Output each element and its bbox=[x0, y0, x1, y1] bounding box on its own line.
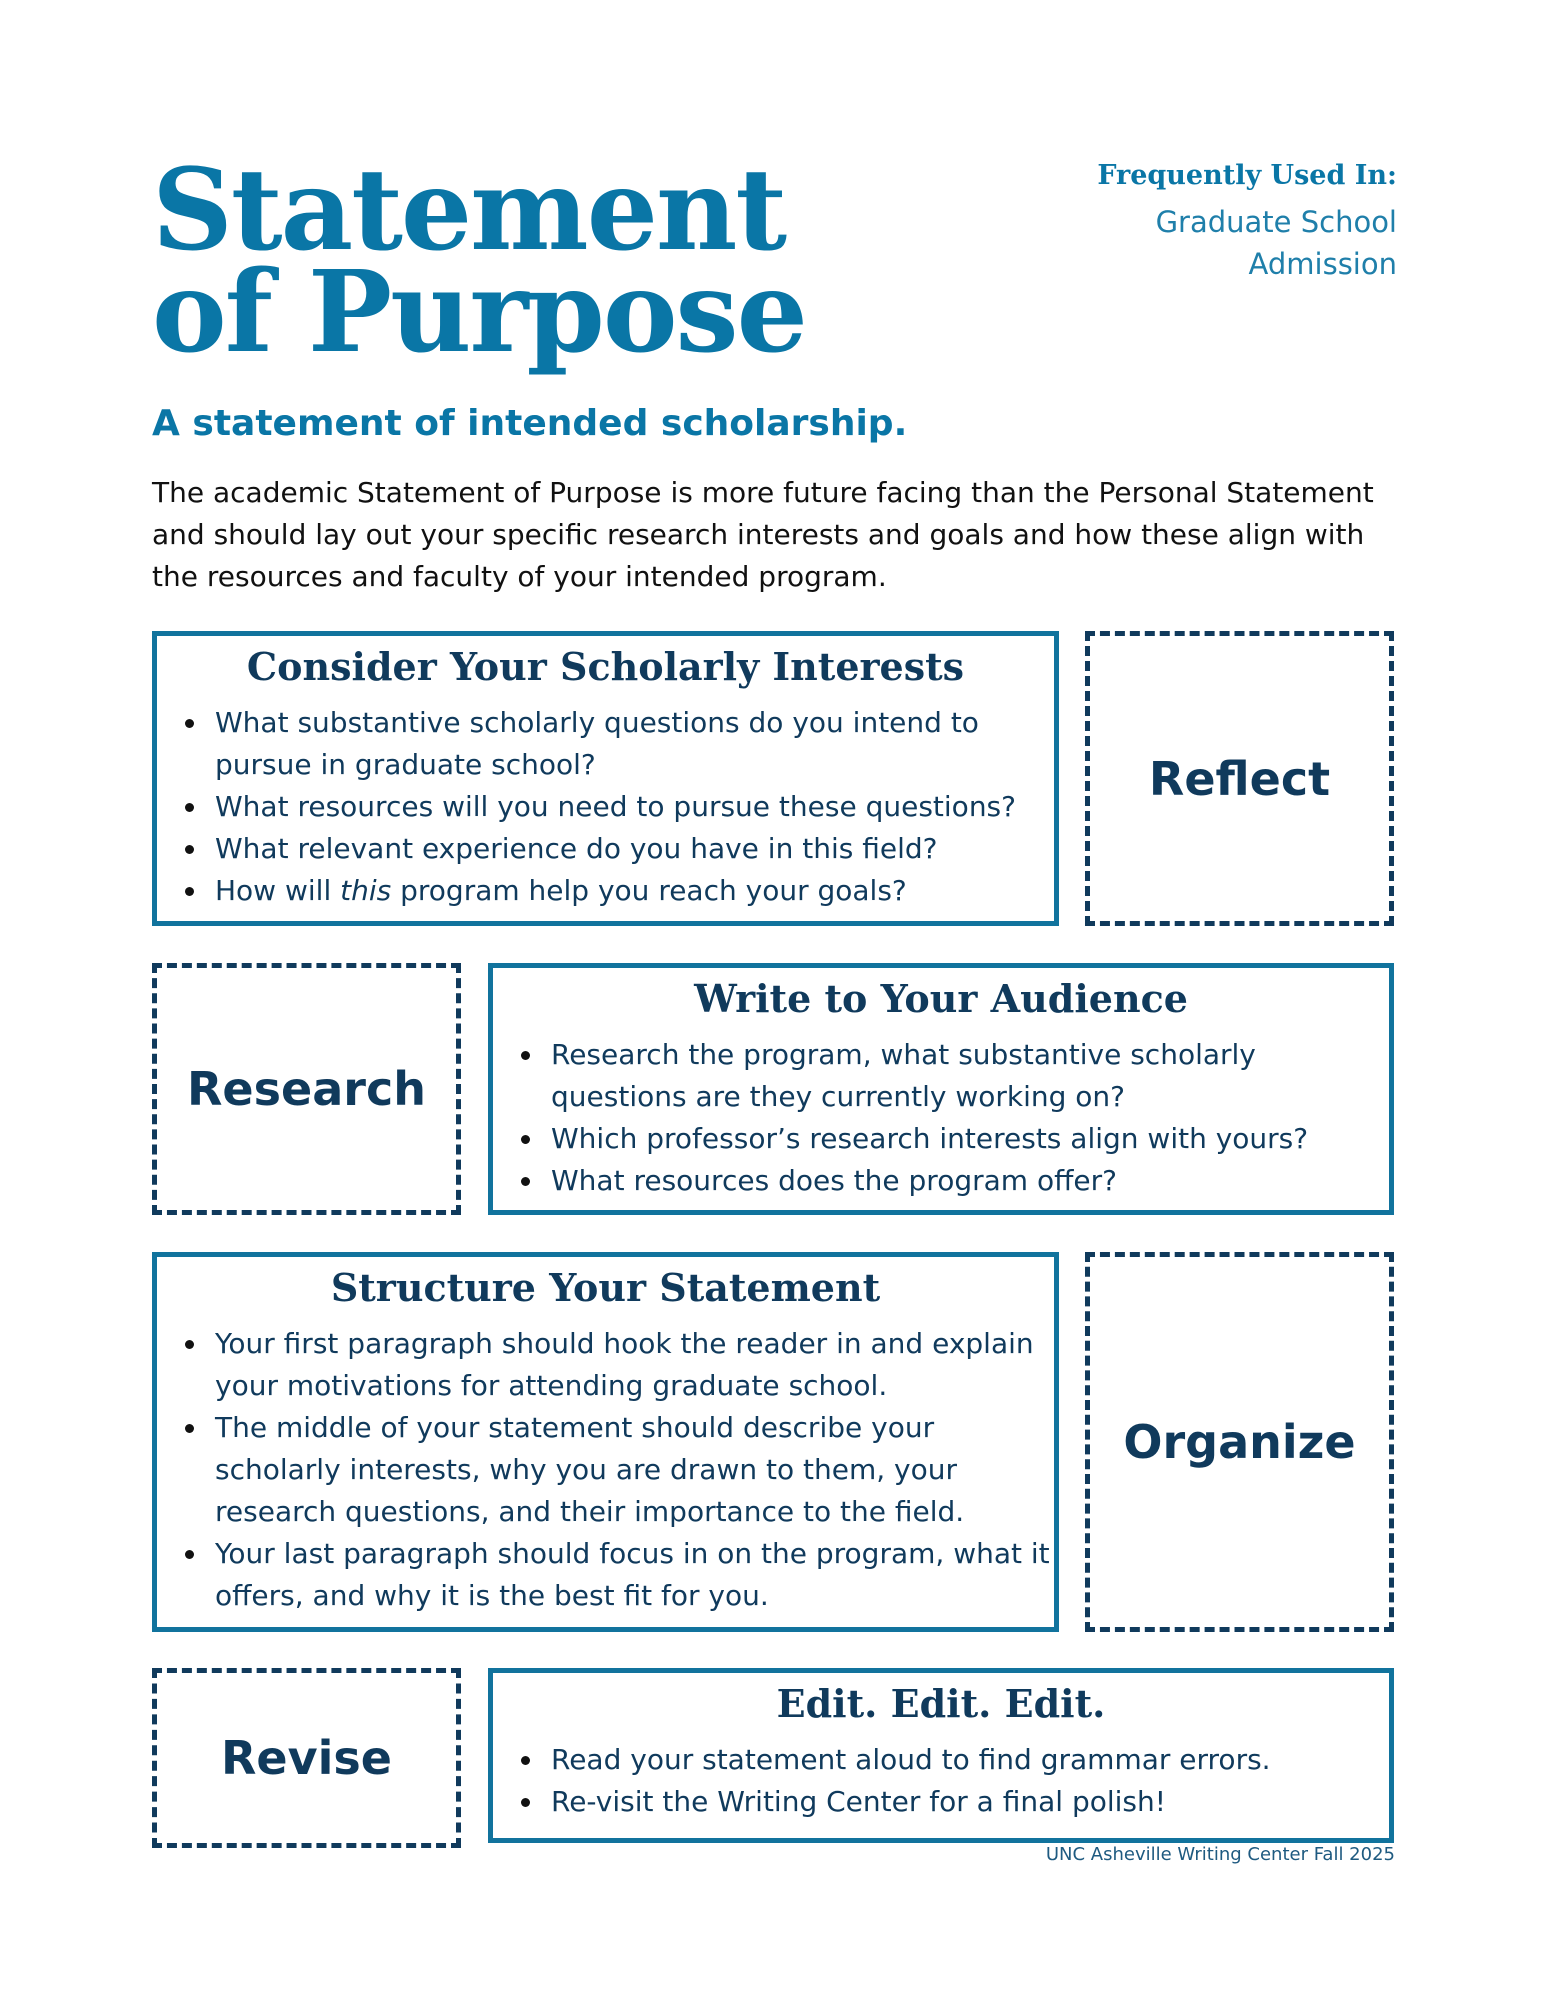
list-item: What substantive scholarly questions do you intend to pursue in graduate school? bbox=[215, 702, 1054, 786]
audience-list bbox=[493, 1034, 1389, 1202]
audience-heading: Write to Your Audience bbox=[694, 976, 1188, 1021]
audience-box bbox=[488, 963, 1394, 1215]
reflect-box bbox=[1085, 631, 1394, 926]
frequently-used-line-1: Graduate School bbox=[1155, 205, 1397, 239]
list-item-text: program help you reach your goals? bbox=[391, 874, 907, 907]
list-item: Read your statement aloud to find grammar errors. bbox=[551, 1739, 1389, 1781]
research-label: Research bbox=[187, 1062, 426, 1116]
list-item-emphasis: this bbox=[340, 874, 392, 907]
structure-heading: Structure Your Statement bbox=[330, 1265, 881, 1310]
frequently-used-heading: Frequently Used In: bbox=[1097, 160, 1397, 191]
list-item: What resources will you need to pursue these questions? bbox=[215, 786, 1054, 828]
revise-box bbox=[152, 1668, 461, 1848]
frequently-used-line-2: Admission bbox=[1248, 247, 1397, 281]
organize-box bbox=[1085, 1252, 1394, 1632]
organize-label: Organize bbox=[1123, 1415, 1356, 1469]
footer-credit: UNC Asheville Writing Center Fall 2025 bbox=[1045, 1844, 1395, 1865]
interests-box bbox=[152, 631, 1059, 926]
list-item: What relevant experience do you have in this field? bbox=[215, 828, 1054, 870]
edit-heading: Edit. Edit. Edit. bbox=[776, 1681, 1106, 1726]
reflect-label: Reflect bbox=[1148, 751, 1331, 806]
list-item: What resources does the program offer? bbox=[551, 1160, 1389, 1202]
list-item: Your first paragraph should hook the reader in and explain your motivations for attending graduate school. bbox=[215, 1323, 1054, 1407]
structure-list bbox=[157, 1323, 1054, 1617]
research-box bbox=[152, 963, 461, 1215]
list-item: The middle of your statement should describe your scholarly interests, why you are drawn to them, your research questions, and their importance to the field. bbox=[215, 1407, 1054, 1533]
title-line-1: Statement bbox=[152, 145, 786, 276]
list-item: Your last paragraph should focus in on the program, what it offers, and why it is the best fit for you. bbox=[215, 1533, 1054, 1617]
page-title bbox=[152, 145, 952, 378]
list-item: Re-visit the Writing Center for a final polish! bbox=[551, 1781, 1389, 1823]
list-item: Which professor’s research interests align with yours? bbox=[551, 1118, 1389, 1160]
structure-box bbox=[152, 1252, 1059, 1632]
edit-box bbox=[488, 1668, 1394, 1843]
revise-label: Revise bbox=[221, 1731, 392, 1785]
intro-paragraph: The academic Statement of Purpose is more future facing than the Personal Statement and should lay out your specific research interests and goals and how these align with the resources and faculty of your intended program. bbox=[152, 476, 1374, 593]
list-item-text: How will bbox=[215, 874, 341, 907]
list-item bbox=[215, 870, 1054, 912]
interests-heading: Consider Your Scholarly Interests bbox=[246, 644, 965, 689]
edit-list bbox=[493, 1739, 1389, 1823]
list-item: Research the program, what substantive scholarly questions are they currently working on? bbox=[551, 1034, 1389, 1118]
subtitle: A statement of intended scholarship. bbox=[152, 403, 908, 444]
interests-list bbox=[157, 702, 1054, 912]
title-line-2: of Purpose bbox=[152, 247, 806, 378]
frequently-used-block bbox=[977, 160, 1397, 285]
